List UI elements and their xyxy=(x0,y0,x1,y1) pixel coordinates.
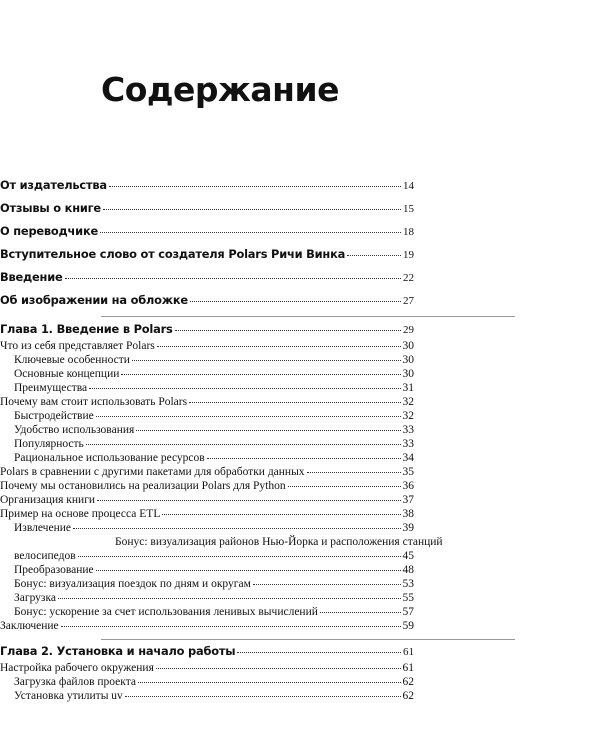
dot-leader xyxy=(190,300,401,302)
toc-entry-label: Рациональное использование ресурсов xyxy=(14,452,205,464)
toc-entry-label: Удобство использования xyxy=(14,424,135,436)
toc-entry-label: Заключение xyxy=(0,620,59,632)
toc-entry-about-translator[interactable] xyxy=(0,224,414,238)
toc-entry-page: 53 xyxy=(402,578,414,590)
toc-chapter-1[interactable] xyxy=(0,322,414,336)
toc-section[interactable] xyxy=(0,662,414,674)
toc-entry-label: Преимущества xyxy=(14,382,88,394)
dot-leader xyxy=(157,345,401,347)
toc-entry-label: Установка утилиты uv xyxy=(14,690,123,702)
toc-entry-page: 30 xyxy=(402,368,414,380)
toc-section[interactable] xyxy=(0,620,414,632)
dot-leader xyxy=(156,667,401,669)
toc-subsection[interactable] xyxy=(0,368,414,380)
toc-entry-page: 27 xyxy=(403,295,414,307)
toc-entry-label: Популярность xyxy=(14,438,84,450)
toc-section[interactable] xyxy=(0,466,414,478)
dot-leader xyxy=(89,387,400,389)
toc-entry-page: 15 xyxy=(403,203,414,215)
toc-entry-page: 33 xyxy=(402,438,414,450)
toc-entry-label: Основные концепции xyxy=(14,368,120,380)
dot-leader xyxy=(103,208,401,210)
toc-entry-label: Почему вам стоит использовать Polars xyxy=(0,396,188,408)
dot-leader xyxy=(253,583,401,585)
toc-subsection[interactable] xyxy=(0,452,414,464)
toc-entry-page: 30 xyxy=(402,340,414,352)
toc-subsection[interactable] xyxy=(0,438,414,450)
toc-subsection[interactable] xyxy=(0,564,414,576)
toc-subsection[interactable] xyxy=(0,690,414,702)
toc-entry-page: 31 xyxy=(402,382,414,394)
toc-entry-page: 59 xyxy=(402,620,414,632)
dot-leader xyxy=(138,681,401,683)
dot-leader xyxy=(320,611,401,613)
toc-entry-label: Об изображении на обложке xyxy=(0,293,188,307)
page-title: Содержание xyxy=(101,70,339,109)
toc-section[interactable] xyxy=(0,508,414,520)
toc-entry-label: От издательства xyxy=(0,178,107,192)
toc-entry-label: велосипедов xyxy=(14,550,76,562)
toc-entry-page: 22 xyxy=(403,272,414,284)
toc-entry-page: 30 xyxy=(402,354,414,366)
dot-leader xyxy=(347,254,401,256)
toc-subsection[interactable] xyxy=(0,522,414,534)
dot-leader xyxy=(58,597,401,599)
toc-entry-page: 32 xyxy=(402,410,414,422)
dot-leader xyxy=(189,401,400,403)
dot-leader xyxy=(109,185,401,187)
toc-entry-reviews[interactable] xyxy=(0,201,414,215)
toc-subsection[interactable] xyxy=(0,410,414,422)
toc-entry-page: 48 xyxy=(402,564,414,576)
toc-entry-label: Загрузка файлов проекта xyxy=(14,676,136,688)
dot-leader xyxy=(121,373,400,375)
dot-leader xyxy=(162,513,400,515)
toc-entry-label: Извлечение xyxy=(14,522,71,534)
toc-entry-label: О переводчике xyxy=(0,224,99,238)
toc-entry-page: 38 xyxy=(402,508,414,520)
toc-subsection[interactable] xyxy=(0,424,414,436)
toc-entry-page: 62 xyxy=(402,690,414,702)
toc-entry-page: 37 xyxy=(402,494,414,506)
toc-entry-page: 36 xyxy=(402,480,414,492)
dot-leader xyxy=(61,625,401,627)
toc-entry-page: 18 xyxy=(403,226,414,238)
toc-entry-label: Почему мы остановились на реализации Polars для Python xyxy=(0,480,286,492)
dot-leader xyxy=(175,329,401,331)
dot-leader xyxy=(100,231,401,233)
toc-section[interactable] xyxy=(0,340,414,352)
toc-entry-introduction[interactable] xyxy=(0,270,414,284)
toc-entry-page: 62 xyxy=(402,676,414,688)
toc-entry-page: 55 xyxy=(402,592,414,604)
toc-entry-label: Ключевые особенности xyxy=(14,354,130,366)
toc-entry-page: 19 xyxy=(403,249,414,261)
toc-entry-label: Бонус: визуализация районов Нью-Йорка и расположения станций xyxy=(115,536,443,548)
dot-leader xyxy=(125,695,401,697)
toc-entry-label: Быстродействие xyxy=(14,410,94,422)
toc-subsection[interactable] xyxy=(0,382,414,394)
toc-entry-label: Polars в сравнении с другими пакетами для обработки данных xyxy=(0,466,305,478)
toc-entry-label: Бонус: визуализация поездок по дням и округам xyxy=(14,578,251,590)
dot-leader xyxy=(132,359,401,361)
dot-leader xyxy=(78,555,401,557)
toc-entry-foreword[interactable] xyxy=(0,247,414,261)
toc-entry-page: 34 xyxy=(402,452,414,464)
dot-leader xyxy=(96,569,401,571)
toc-entry-label: Бонус: ускорение за счет использования ленивых вычислений xyxy=(14,606,318,618)
dot-leader xyxy=(86,443,401,445)
chapter-title: Глава 2. Установка и начало работы xyxy=(0,644,236,658)
toc-entry-label: Что из себя представляет Polars xyxy=(0,340,155,352)
toc-entry-page: 29 xyxy=(403,324,414,336)
chapter-divider xyxy=(101,316,515,317)
chapter-title: Глава 1. Введение в Polars xyxy=(0,322,173,336)
toc-entry-page: 39 xyxy=(402,522,414,534)
toc-entry-label: Пример на основе процесса ETL xyxy=(0,508,161,520)
dot-leader xyxy=(288,485,401,487)
toc-entry-page: 33 xyxy=(402,424,414,436)
toc-entry-page: 32 xyxy=(402,396,414,408)
toc-subsection[interactable] xyxy=(0,676,414,688)
toc-chapter-2[interactable] xyxy=(0,644,414,658)
toc-entry-from-publisher[interactable] xyxy=(0,178,414,192)
toc-subsection[interactable] xyxy=(0,578,414,590)
toc-entry-label: Организация книги xyxy=(0,494,96,506)
dot-leader xyxy=(73,527,401,529)
toc-entry-label: Настройка рабочего окружения xyxy=(0,662,154,674)
dot-leader xyxy=(65,277,401,279)
toc-section[interactable] xyxy=(0,396,414,408)
toc-entry-label: Введение xyxy=(0,270,63,284)
dot-leader xyxy=(207,457,401,459)
toc-section[interactable] xyxy=(0,480,414,492)
toc-entry-page: 45 xyxy=(402,550,414,562)
toc-entry-page: 61 xyxy=(403,646,414,658)
toc-entry-label: Загрузка xyxy=(14,592,56,604)
dot-leader xyxy=(307,471,401,473)
chapter-divider xyxy=(101,639,515,640)
toc-entry-label: Отзывы о книге xyxy=(0,201,101,215)
toc-entry-page: 57 xyxy=(402,606,414,618)
toc-entry-page: 14 xyxy=(403,180,414,192)
dot-leader xyxy=(96,415,401,417)
toc-entry-cover-image[interactable] xyxy=(0,293,414,307)
toc-entry-page: 35 xyxy=(402,466,414,478)
toc-entry-page: 61 xyxy=(402,662,414,674)
toc-section[interactable] xyxy=(0,494,414,506)
dot-leader xyxy=(136,429,400,431)
dot-leader xyxy=(237,651,401,653)
toc-subsection[interactable] xyxy=(0,606,414,618)
toc-subsection-continuation[interactable] xyxy=(0,550,414,562)
toc-entry-label: Вступительное слово от создателя Polars Ричи Винка xyxy=(0,247,346,261)
dot-leader xyxy=(97,499,400,501)
toc-entry-label: Преобразование xyxy=(14,564,94,576)
toc-subsection[interactable] xyxy=(0,354,414,366)
toc-subsection[interactable] xyxy=(0,592,414,604)
